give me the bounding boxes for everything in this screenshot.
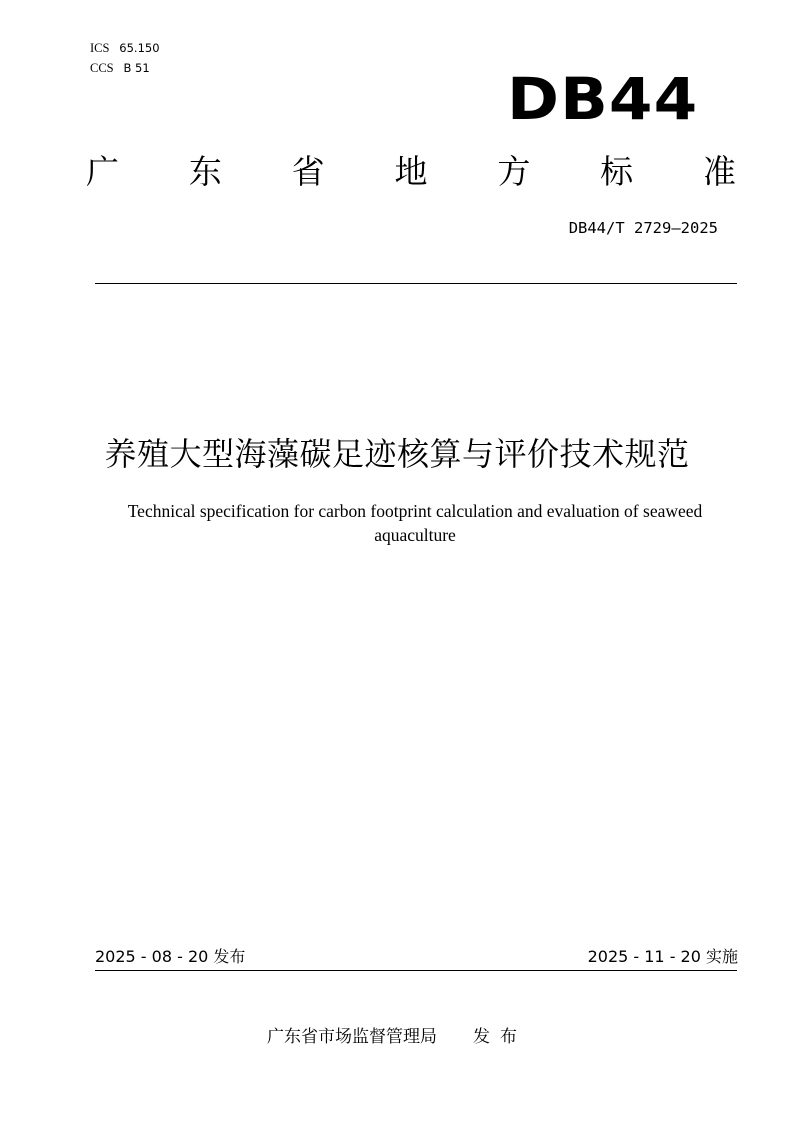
standard-type-char: 标 [600, 152, 634, 191]
title-chinese: 养殖大型海藻碳足迹核算与评价技术规范 [104, 435, 690, 473]
bottom-divider [95, 970, 737, 971]
top-divider [95, 283, 737, 284]
standard-type-char: 方 [497, 152, 531, 191]
ccs-code [90, 58, 160, 78]
standard-logo: DB44 [507, 65, 699, 133]
standard-type-heading [86, 148, 736, 196]
standard-type-char: 广 [86, 152, 119, 191]
ics-value: 65.150 [119, 41, 160, 55]
publisher-name: 广东省市场监督管理局 [267, 1027, 437, 1047]
ics-label: ICS [90, 41, 110, 55]
publisher-line [0, 1024, 794, 1050]
standard-number: DB44/T 2729—2025 [568, 219, 718, 237]
ccs-label: CCS [90, 61, 114, 75]
standard-type-char: 东 [188, 152, 222, 191]
standard-type-char: 准 [702, 152, 736, 191]
implementation-date: 2025 - 11 - 20 实施 [587, 947, 738, 966]
title-english: Technical specification for carbon footprint calculation and evaluation of seaweed aquaculture [127, 501, 703, 545]
standard-type-char: 省 [291, 152, 325, 191]
standard-type-char: 地 [394, 152, 428, 191]
classification-codes [90, 38, 160, 78]
ics-code [90, 38, 160, 58]
publish-word: 发布 [473, 1027, 527, 1047]
ccs-value: B 51 [123, 61, 150, 75]
issue-date: 2025 - 08 - 20 发布 [95, 947, 246, 966]
